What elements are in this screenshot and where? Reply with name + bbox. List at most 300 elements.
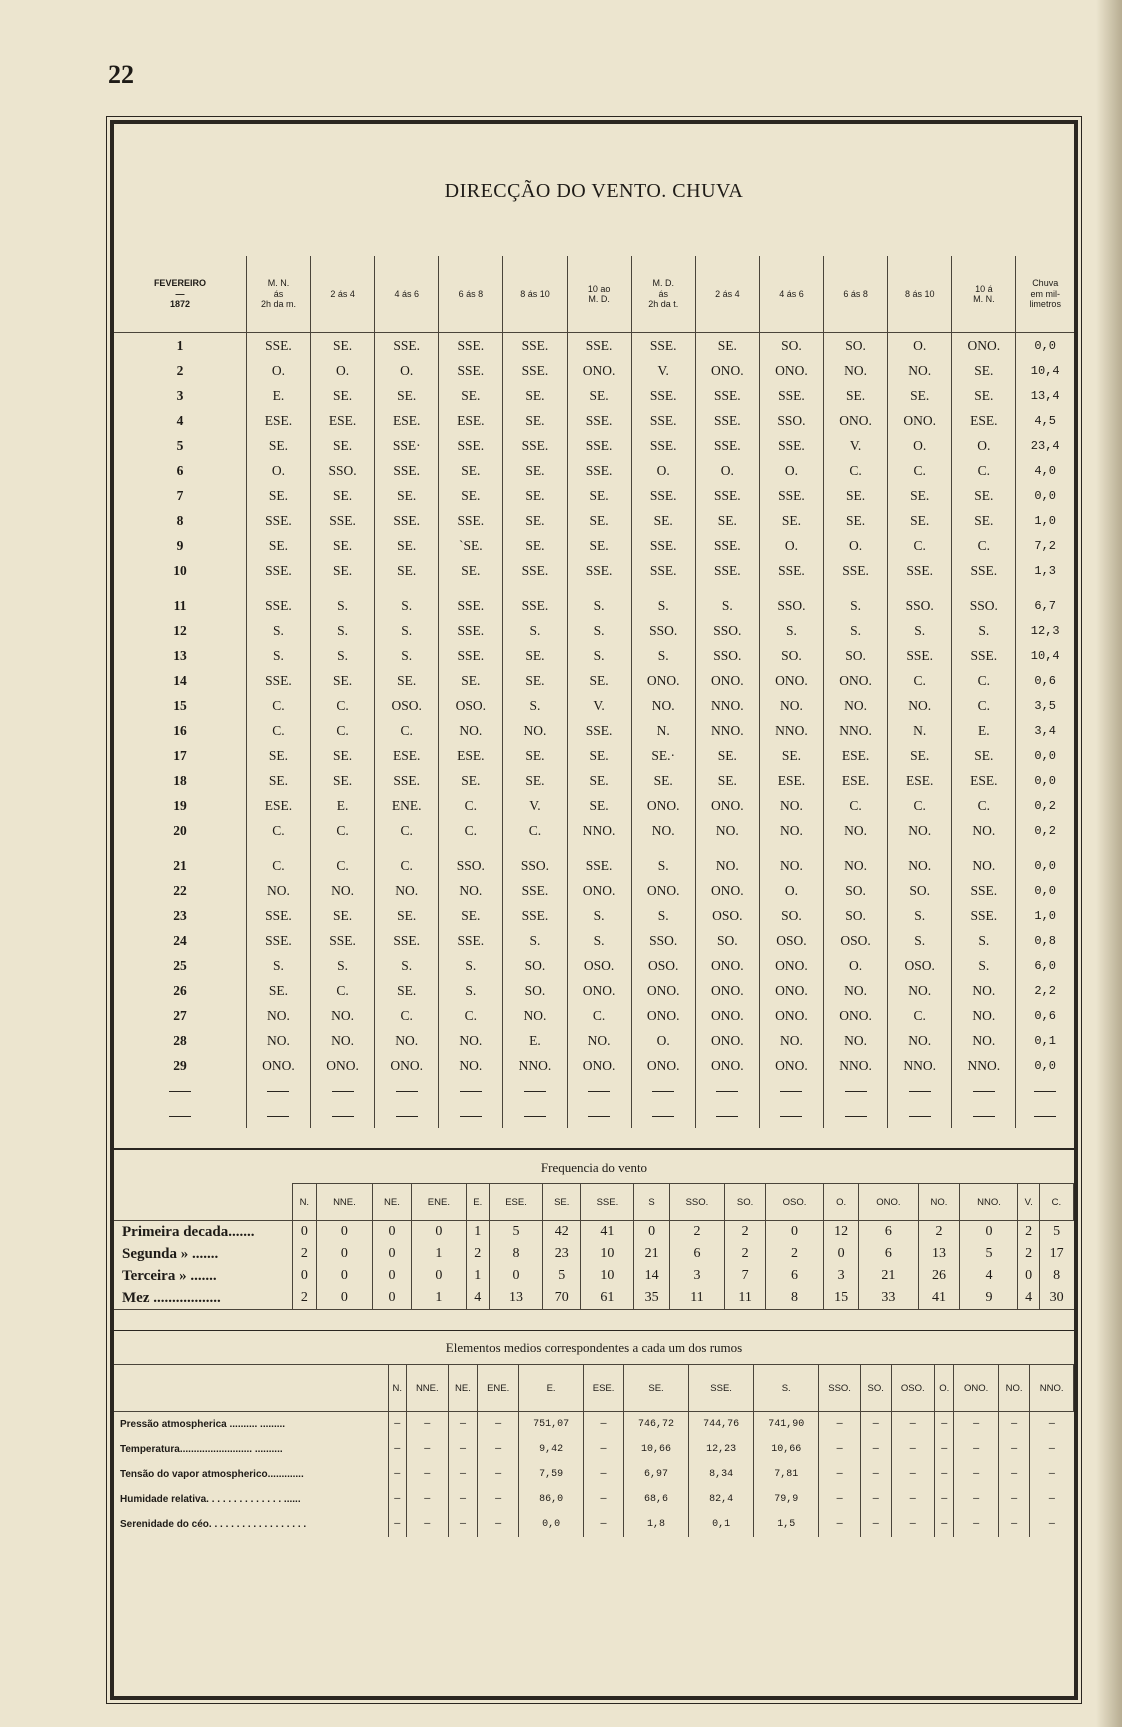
dash-mark: [396, 1091, 418, 1092]
day-cell: 11: [173, 597, 187, 613]
wind-direction-cell: NO.: [246, 1003, 310, 1028]
wind-direction-cell: S.: [503, 928, 567, 953]
wind-direction-cell: SE.: [695, 333, 759, 359]
spacer-cell: [759, 843, 823, 853]
wind-direction-cell: ESE.: [824, 768, 888, 793]
wind-direction-cell: SE.: [567, 793, 631, 818]
table-row: [114, 1053, 1074, 1078]
dash-mark: [973, 1091, 995, 1092]
spacer-cell: [1016, 843, 1074, 853]
element-cell: —: [935, 1487, 954, 1512]
wind-direction-cell: SSE.: [375, 333, 439, 359]
dash-mark: [169, 1116, 191, 1117]
wind-table-header: [114, 256, 1074, 333]
direction-header: NNO.: [960, 1184, 1018, 1221]
wind-direction-cell: ONO.: [567, 1053, 631, 1078]
wind-direction-cell: SSE.: [631, 558, 695, 583]
wind-direction-cell: NO.: [888, 1028, 952, 1053]
page-number: 22: [108, 60, 134, 89]
wind-direction-cell: NO.: [952, 1003, 1016, 1028]
wind-direction-cell: SSE.: [439, 928, 503, 953]
period-header: 6 ás 8: [439, 256, 503, 333]
table-row: [114, 1221, 1074, 1244]
wind-direction-cell: SSO.: [311, 458, 375, 483]
wind-direction-cell: SSE.: [375, 458, 439, 483]
spacer-cell: [503, 583, 567, 593]
wind-direction-cell: SSE.: [695, 383, 759, 408]
direction-header: NNE.: [317, 1184, 373, 1221]
spacer-cell: [114, 843, 246, 853]
wind-direction-cell: SSE.: [695, 408, 759, 433]
wind-direction-cell: E.: [952, 718, 1016, 743]
element-cell: —: [584, 1412, 624, 1438]
day-cell: 21: [173, 857, 187, 873]
wind-direction-cell: SE.: [567, 483, 631, 508]
table-row: [114, 458, 1074, 483]
table-row: [114, 1487, 1074, 1512]
element-cell: —: [954, 1512, 998, 1537]
wind-direction-cell: O.: [824, 953, 888, 978]
wind-direction-cell: O.: [631, 458, 695, 483]
frequency-cell: 0: [960, 1221, 1018, 1244]
period-header: Chuva em mil- limetros: [1016, 256, 1074, 333]
dash-mark: [1034, 1116, 1056, 1117]
wind-direction-cell: ONO.: [759, 953, 823, 978]
wind-direction-cell: S.: [631, 643, 695, 668]
wind-direction-cell: S.: [631, 593, 695, 618]
wind-direction-cell: V.: [824, 433, 888, 458]
element-cell: —: [1030, 1462, 1074, 1487]
wind-direction-cell: SE.: [759, 508, 823, 533]
wind-direction-cell: SE.: [246, 978, 310, 1003]
frequency-cell: 6: [765, 1265, 823, 1287]
empty-cell: [695, 1103, 759, 1128]
day-cell: 16: [173, 722, 187, 738]
wind-direction-cell: E.: [246, 383, 310, 408]
wind-direction-cell: NO.: [759, 1028, 823, 1053]
wind-direction-cell: O.: [952, 433, 1016, 458]
period-header: 2 ás 4: [311, 256, 375, 333]
wind-direction-cell: SE.: [246, 433, 310, 458]
wind-direction-cell: ONO.: [567, 978, 631, 1003]
wind-direction-cell: ONO.: [631, 1003, 695, 1028]
wind-direction-cell: O.: [246, 358, 310, 383]
wind-direction-cell: SSE.: [567, 408, 631, 433]
wind-direction-cell: SSE.: [567, 433, 631, 458]
day-cell: 1: [176, 337, 184, 353]
wind-direction-cell: SO.: [888, 878, 952, 903]
dash-mark: [973, 1116, 995, 1117]
table-row: [114, 333, 1074, 359]
wind-direction-cell: ONO.: [824, 408, 888, 433]
frequency-cell: 5: [1039, 1221, 1073, 1244]
day-cell: 9: [176, 537, 184, 553]
wind-direction-cell: S.: [952, 953, 1016, 978]
element-cell: —: [406, 1412, 448, 1438]
wind-direction-cell: SE.: [952, 508, 1016, 533]
frequency-cell: 11: [725, 1287, 766, 1310]
wind-direction-cell: SSE.: [695, 483, 759, 508]
table-row: [114, 1003, 1074, 1028]
element-cell: 0,0: [519, 1512, 584, 1537]
frequency-cell: 2: [292, 1287, 317, 1310]
dash-mark: [716, 1116, 738, 1117]
element-cell: 82,4: [689, 1487, 754, 1512]
day-cell: 4: [176, 412, 184, 428]
wind-direction-cell: NO.: [888, 853, 952, 878]
spacer-cell: [311, 843, 375, 853]
frequency-row-label: Mez ..................: [114, 1287, 292, 1310]
wind-direction-cell: O.: [888, 433, 952, 458]
day-cell: 2: [176, 362, 184, 378]
wind-direction-cell: C.: [888, 1003, 952, 1028]
elements-corner: [114, 1365, 388, 1412]
spacer-cell: [631, 583, 695, 593]
wind-direction-cell: V.: [567, 693, 631, 718]
wind-direction-cell: C.: [824, 458, 888, 483]
wind-direction-cell: SSE.: [759, 558, 823, 583]
table-row: [114, 743, 1074, 768]
frequency-cell: 1: [466, 1221, 489, 1244]
wind-direction-cell: ONO.: [631, 1053, 695, 1078]
empty-cell: [888, 1103, 952, 1128]
wind-direction-cell: NO.: [439, 718, 503, 743]
wind-direction-cell: SE.: [567, 768, 631, 793]
wind-direction-cell: SO.: [759, 903, 823, 928]
month-header: FEVEREIRO — 1872: [114, 256, 246, 333]
period-header: 8 ás 10: [888, 256, 952, 333]
wind-direction-cell: C.: [246, 853, 310, 878]
element-cell: —: [478, 1512, 519, 1537]
empty-cell: [631, 1103, 695, 1128]
frequency-cell: 41: [918, 1287, 960, 1310]
rain-cell: 1,3: [1016, 558, 1074, 583]
wind-direction-cell: NO.: [824, 358, 888, 383]
wind-direction-cell: SE.: [375, 533, 439, 558]
wind-direction-cell: SE.: [439, 383, 503, 408]
wind-direction-cell: S.: [246, 618, 310, 643]
frequency-cell: 3: [669, 1265, 725, 1287]
element-cell: —: [935, 1512, 954, 1537]
wind-direction-cell: V.: [631, 358, 695, 383]
frequency-cell: 4: [1018, 1287, 1039, 1310]
wind-direction-cell: SSE.: [503, 593, 567, 618]
page-title: DIRECÇÃO DO VENTO. CHUVA: [444, 180, 744, 202]
wind-direction-cell: SE.: [311, 433, 375, 458]
wind-direction-cell: C.: [246, 693, 310, 718]
wind-direction-cell: SSE·: [375, 433, 439, 458]
frequency-title: Frequencia do vento: [540, 1160, 648, 1175]
element-row-label: Serenidade do céo. . . . . . . . . . . . . . . . . .: [120, 1519, 307, 1530]
day-cell: 24: [173, 932, 187, 948]
wind-direction-cell: SSE.: [759, 433, 823, 458]
day-cell: 18: [173, 772, 187, 788]
wind-direction-cell: ESE.: [439, 408, 503, 433]
wind-direction-cell: SO.: [503, 953, 567, 978]
wind-direction-cell: OSO.: [439, 693, 503, 718]
wind-direction-cell: SSE.: [631, 333, 695, 359]
frequency-cell: 30: [1039, 1287, 1073, 1310]
day-cell: 19: [173, 797, 187, 813]
element-cell: —: [819, 1512, 861, 1537]
rain-cell: 7,2: [1016, 533, 1074, 558]
wind-direction-cell: C.: [375, 853, 439, 878]
rain-cell: 0,0: [1016, 333, 1074, 359]
frequency-cell: 6: [669, 1243, 725, 1265]
wind-direction-cell: ESE.: [375, 743, 439, 768]
wind-direction-cell: NO.: [439, 1053, 503, 1078]
rain-cell: 0,0: [1016, 878, 1074, 903]
rain-cell: 1,0: [1016, 903, 1074, 928]
frequency-cell: 6: [859, 1243, 918, 1265]
wind-direction-cell: SE.: [311, 743, 375, 768]
frequency-cell: 0: [372, 1287, 412, 1310]
wind-direction-cell: SE.: [246, 768, 310, 793]
direction-header: SSE.: [581, 1184, 634, 1221]
rain-cell: 4,0: [1016, 458, 1074, 483]
frequency-cell: 13: [489, 1287, 542, 1310]
frequency-corner: [114, 1184, 292, 1221]
day-cell: 22: [173, 882, 187, 898]
wind-direction-cell: ONO.: [695, 358, 759, 383]
rain-cell: 10,4: [1016, 358, 1074, 383]
frequency-cell: 8: [765, 1287, 823, 1310]
wind-direction-cell: S.: [888, 928, 952, 953]
frequency-cell: 8: [489, 1243, 542, 1265]
table-row: [114, 1028, 1074, 1053]
wind-direction-cell: NO.: [824, 978, 888, 1003]
rain-cell: 23,4: [1016, 433, 1074, 458]
direction-header: ESE.: [489, 1184, 542, 1221]
element-cell: —: [860, 1462, 891, 1487]
wind-direction-cell: SSE.: [439, 593, 503, 618]
table-row: [114, 1462, 1074, 1487]
frequency-cell: 0: [412, 1265, 466, 1287]
frequency-cell: 2: [725, 1221, 766, 1244]
wind-direction-cell: NO.: [952, 978, 1016, 1003]
wind-direction-cell: SSE.: [439, 333, 503, 359]
wind-direction-cell: NO.: [439, 1028, 503, 1053]
wind-direction-cell: ONO.: [695, 668, 759, 693]
wind-direction-cell: SE.: [246, 483, 310, 508]
frequency-cell: 0: [765, 1221, 823, 1244]
wind-direction-cell: E.: [311, 793, 375, 818]
wind-direction-cell: SE.: [824, 483, 888, 508]
wind-direction-cell: SE.: [503, 458, 567, 483]
frequency-cell: 0: [634, 1221, 669, 1244]
direction-header: SE.: [623, 1365, 688, 1412]
element-cell: 7,81: [754, 1462, 819, 1487]
table-row: [114, 953, 1074, 978]
element-cell: 68,6: [623, 1487, 688, 1512]
direction-header: OSO.: [891, 1365, 935, 1412]
wind-direction-cell: S.: [952, 928, 1016, 953]
rain-cell: 6,7: [1016, 593, 1074, 618]
wind-direction-cell: SE.: [567, 743, 631, 768]
element-cell: —: [891, 1437, 935, 1462]
wind-direction-cell: S.: [375, 643, 439, 668]
table-row: [114, 793, 1074, 818]
wind-direction-cell: ONO.: [631, 793, 695, 818]
frequency-cell: 1: [466, 1265, 489, 1287]
element-cell: —: [478, 1412, 519, 1438]
empty-cell: [246, 1078, 310, 1103]
wind-direction-cell: SSE.: [952, 643, 1016, 668]
element-cell: —: [891, 1462, 935, 1487]
frequency-cell: 8: [1039, 1265, 1073, 1287]
wind-direction-cell: NO.: [824, 693, 888, 718]
element-cell: 751,07: [519, 1412, 584, 1438]
wind-direction-cell: S.: [567, 618, 631, 643]
wind-direction-cell: C.: [311, 818, 375, 843]
direction-header: E.: [466, 1184, 489, 1221]
element-cell: —: [891, 1487, 935, 1512]
day-cell: 12: [173, 622, 187, 638]
element-cell: —: [584, 1437, 624, 1462]
table-row: [114, 1243, 1074, 1265]
wind-direction-cell: SSE.: [888, 558, 952, 583]
wind-direction-cell: NNO.: [695, 718, 759, 743]
wind-direction-cell: S.: [567, 928, 631, 953]
wind-direction-cell: O.: [888, 333, 952, 359]
empty-cell: [1016, 1103, 1074, 1128]
empty-cell: [311, 1103, 375, 1128]
direction-header: C.: [1039, 1184, 1073, 1221]
wind-direction-cell: NO.: [952, 818, 1016, 843]
wind-direction-cell: S.: [375, 618, 439, 643]
dash-mark: [845, 1116, 867, 1117]
empty-cell: [759, 1078, 823, 1103]
wind-direction-cell: SE.: [439, 558, 503, 583]
wind-direction-cell: ONO.: [695, 953, 759, 978]
element-cell: 10,66: [754, 1437, 819, 1462]
spacer-cell: [567, 843, 631, 853]
day-cell: 7: [176, 487, 184, 503]
dash-mark: [460, 1091, 482, 1092]
wind-direction-cell: C.: [888, 793, 952, 818]
wind-direction-cell: S.: [567, 593, 631, 618]
period-header: 8 ás 10: [503, 256, 567, 333]
wind-direction-cell: SE.: [824, 383, 888, 408]
frequency-cell: 0: [412, 1221, 466, 1244]
frequency-cell: 70: [543, 1287, 581, 1310]
element-cell: —: [478, 1462, 519, 1487]
wind-direction-cell: SE.: [759, 743, 823, 768]
rain-cell: 6,0: [1016, 953, 1074, 978]
wind-direction-cell: NO.: [824, 1028, 888, 1053]
table-row: [114, 693, 1074, 718]
element-row-label: Temperatura.......................... ..........: [120, 1444, 283, 1455]
period-header: 4 ás 6: [759, 256, 823, 333]
wind-direction-cell: SE.: [311, 533, 375, 558]
dash-mark: [652, 1091, 674, 1092]
table-row: [114, 718, 1074, 743]
wind-direction-cell: ONO.: [759, 668, 823, 693]
direction-header: NNE.: [406, 1365, 448, 1412]
empty-cell: [503, 1078, 567, 1103]
wind-direction-cell: SSE.: [952, 903, 1016, 928]
element-cell: 8,34: [689, 1462, 754, 1487]
empty-cell: [114, 1078, 246, 1103]
wind-direction-cell: SSE.: [503, 358, 567, 383]
wind-direction-cell: C.: [567, 1003, 631, 1028]
frequency-cell: 2: [725, 1243, 766, 1265]
wind-direction-cell: O.: [824, 533, 888, 558]
wind-direction-cell: SSO.: [759, 408, 823, 433]
wind-direction-cell: ESE.: [759, 768, 823, 793]
empty-cell: [824, 1103, 888, 1128]
wind-direction-cell: SE.: [695, 508, 759, 533]
wind-direction-cell: C.: [246, 718, 310, 743]
frequency-cell: 0: [317, 1265, 373, 1287]
direction-header: NO.: [918, 1184, 960, 1221]
wind-direction-cell: OSO.: [759, 928, 823, 953]
wind-direction-cell: S.: [888, 903, 952, 928]
dash-mark: [169, 1091, 191, 1092]
frequency-cell: 11: [669, 1287, 725, 1310]
wind-direction-cell: NO.: [439, 878, 503, 903]
empty-cell: [695, 1078, 759, 1103]
decade-spacer: [114, 583, 1074, 593]
wind-direction-cell: SE.: [824, 508, 888, 533]
element-cell: —: [935, 1437, 954, 1462]
wind-direction-cell: SE.: [567, 508, 631, 533]
wind-direction-cell: SO.: [503, 978, 567, 1003]
frequency-cell: 26: [918, 1265, 960, 1287]
wind-direction-cell: ONO.: [695, 793, 759, 818]
spacer-cell: [759, 583, 823, 593]
element-cell: 9,42: [519, 1437, 584, 1462]
wind-direction-cell: SSE.: [695, 533, 759, 558]
wind-direction-cell: ONO.: [888, 408, 952, 433]
wind-direction-cell: SE.: [503, 408, 567, 433]
frequency-cell: 2: [1018, 1243, 1039, 1265]
dash-mark: [716, 1091, 738, 1092]
day-cell: 3: [176, 387, 184, 403]
day-cell: 17: [173, 747, 187, 763]
wind-direction-cell: O.: [375, 358, 439, 383]
table-row: [114, 668, 1074, 693]
wind-direction-cell: ONO.: [759, 978, 823, 1003]
wind-direction-cell: S.: [824, 593, 888, 618]
wind-direction-cell: ESE.: [888, 768, 952, 793]
dash-mark: [909, 1116, 931, 1117]
day-cell: 14: [173, 672, 187, 688]
frequency-cell: 0: [372, 1243, 412, 1265]
element-cell: —: [998, 1412, 1029, 1438]
wind-direction-cell: O.: [759, 878, 823, 903]
wind-direction-cell: S.: [952, 618, 1016, 643]
wind-direction-cell: SSE.: [824, 558, 888, 583]
frequency-cell: 0: [292, 1265, 317, 1287]
wind-direction-cell: C.: [311, 693, 375, 718]
wind-direction-cell: C.: [888, 668, 952, 693]
wind-direction-cell: C.: [439, 1003, 503, 1028]
table-row: [114, 1412, 1074, 1438]
wind-direction-cell: NO.: [888, 358, 952, 383]
period-header: 10 á M. N.: [952, 256, 1016, 333]
dash-mark: [524, 1116, 546, 1117]
day-cell: 10: [173, 562, 187, 578]
wind-direction-cell: C.: [246, 818, 310, 843]
wind-direction-cell: SSO.: [952, 593, 1016, 618]
wind-direction-cell: SSE.: [695, 433, 759, 458]
wind-direction-cell: S.: [311, 593, 375, 618]
element-cell: —: [388, 1512, 406, 1537]
wind-direction-cell: S.: [375, 593, 439, 618]
element-cell: 7,59: [519, 1462, 584, 1487]
direction-header: SE.: [543, 1184, 581, 1221]
